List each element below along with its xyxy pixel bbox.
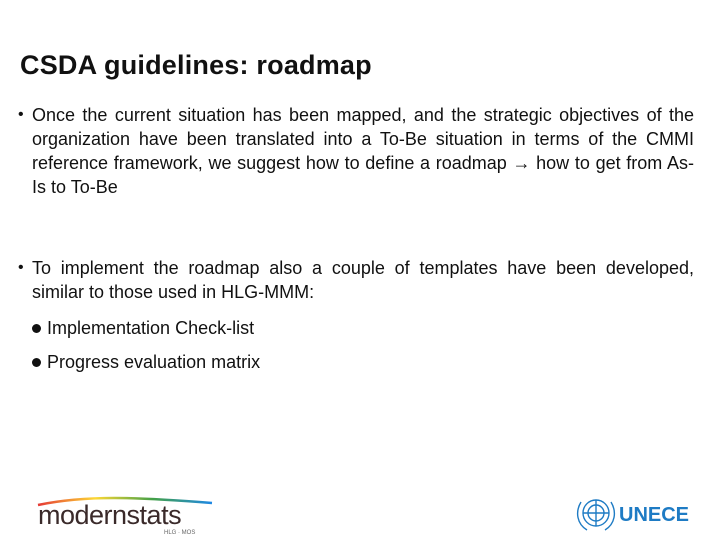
bullet-item <box>18 256 694 304</box>
bullet-dot-icon <box>32 324 41 333</box>
un-emblem-icon <box>578 500 615 530</box>
bullet-icon: • <box>18 259 24 276</box>
bullet-item <box>18 103 694 199</box>
modernstats-logo-text: modernstats <box>38 500 182 530</box>
bullet-icon: • <box>18 106 24 123</box>
bullet-text: Once the current situation has been mapped, and the strategic objectives of the organization have been translated into a To-Be situation in terms of the CMMI reference framework, we suggest how to define a roadmap → how to get from As-Is to To-Be <box>32 105 694 197</box>
unece-logo-text: UNECE <box>619 504 690 526</box>
sub-bullet-item <box>32 350 260 374</box>
sub-bullet-text: Implementation Check-list <box>47 318 255 338</box>
slide-title: CSDA guidelines: roadmap <box>20 50 372 80</box>
bullet-text: To implement the roadmap also a couple of templates have been developed, similar to those used in HLG-MMM: <box>32 258 694 302</box>
sub-bullet-text: Progress evaluation matrix <box>47 352 261 372</box>
bullet-dot-icon <box>32 358 41 367</box>
modernstats-logo <box>36 493 216 535</box>
sub-bullet-item <box>32 316 254 340</box>
unece-logo <box>575 492 715 534</box>
modernstats-tagline: HLG · MOS <box>164 530 196 535</box>
